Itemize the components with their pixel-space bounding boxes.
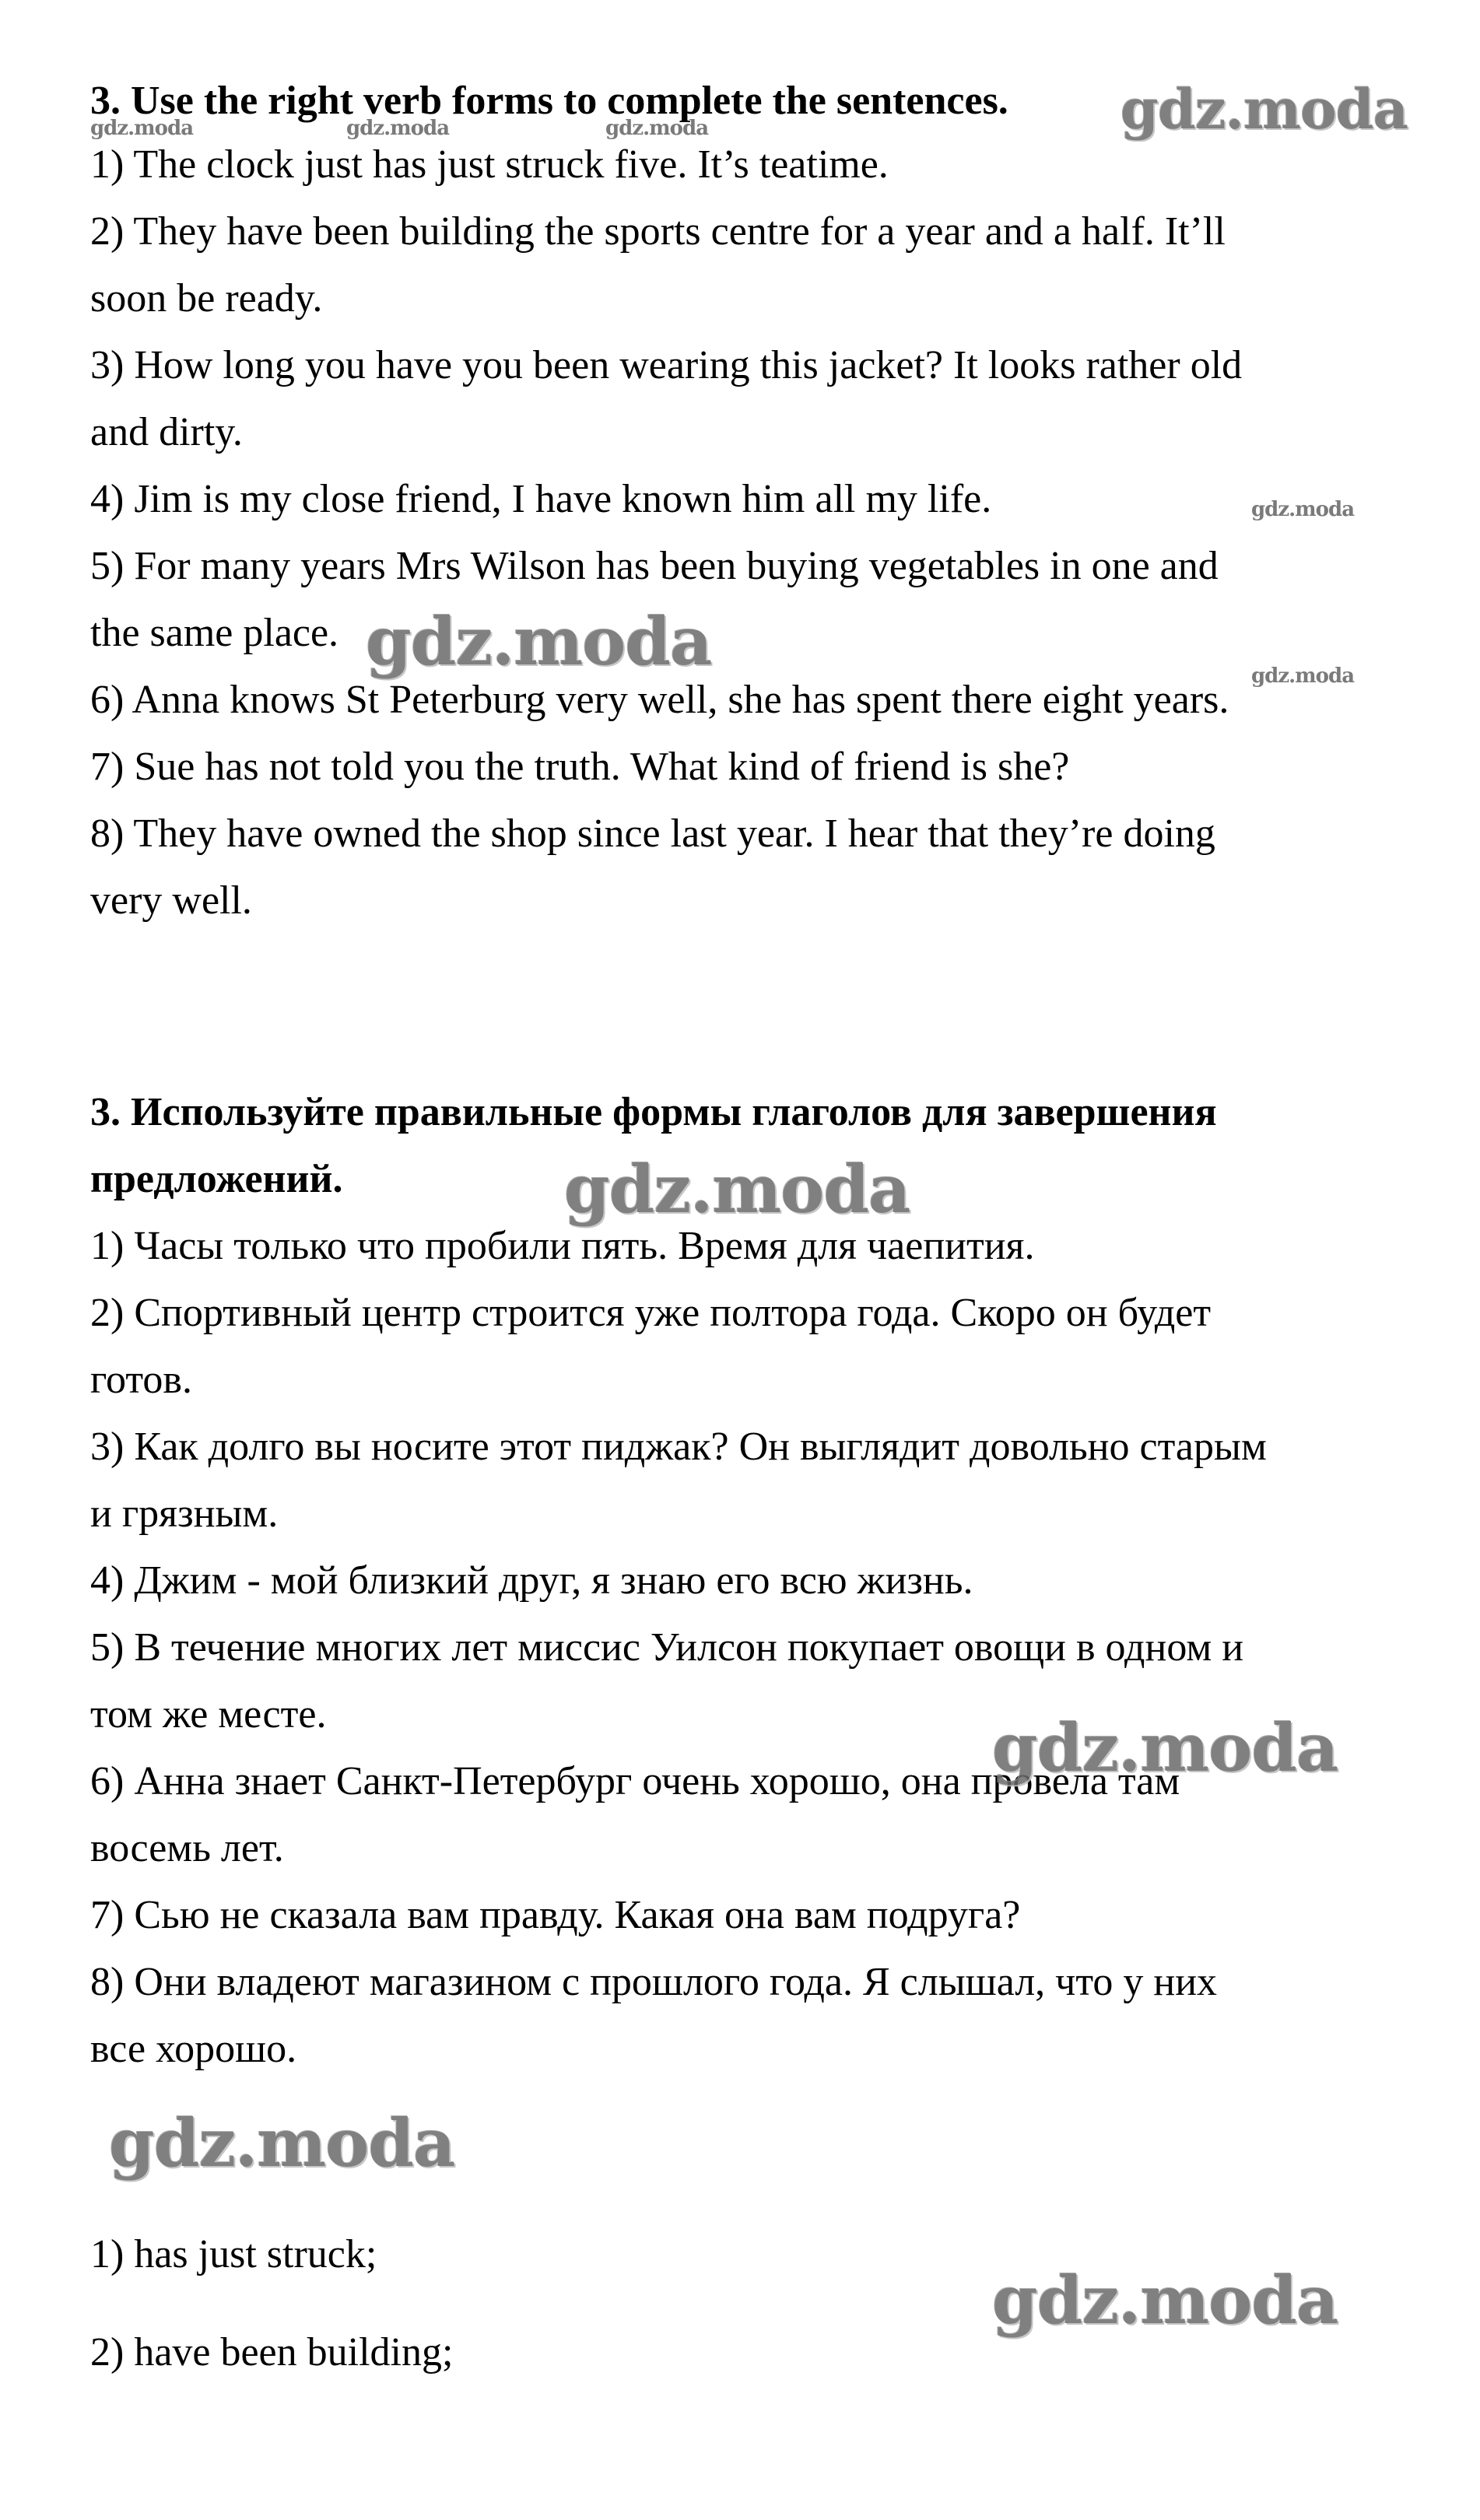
english-line: soon be ready.	[90, 276, 323, 321]
russian-line: готов.	[90, 1358, 192, 1402]
russian-line: 7) Сью не сказала вам правду. Какая она вам подруга?	[90, 1893, 1021, 1937]
russian-line: 2) Спортивный центр строится уже полтора года. Скоро он будет	[90, 1291, 1212, 1335]
watermark-logo-small: gdz.moda	[90, 117, 194, 140]
answer-line: 1) has just struck;	[90, 2232, 377, 2276]
watermark-logo: gdz.moda	[992, 2262, 1338, 2339]
english-line: 5) For many years Mrs Wilson has been buying vegetables in one and	[90, 544, 1219, 588]
russian-line: 4) Джим - мой близкий друг, я знаю его всю жизнь.	[90, 1558, 973, 1603]
watermark-logo: gdz.moda	[366, 603, 712, 680]
watermark-logo: gdz.moda	[564, 1151, 910, 1228]
english-line: 1) The clock just has just struck five. It’s teatime.	[90, 142, 889, 187]
english-line: 7) Sue has not told you the truth. What kind of friend is she?	[90, 745, 1070, 789]
english-line: and dirty.	[90, 410, 243, 454]
answer-line: 2) have been building;	[90, 2330, 454, 2375]
russian-line: 8) Они владеют магазином с прошлого года. Я слышал, что у них	[90, 1960, 1218, 2004]
watermark-logo: gdz.moda	[1121, 77, 1408, 142]
russian-heading-line-2: предложений.	[90, 1157, 343, 1201]
watermark-logo: gdz.moda	[992, 1709, 1338, 1786]
russian-line: восемь лет.	[90, 1826, 284, 1870]
russian-line: все хорошо.	[90, 2027, 297, 2071]
russian-line: 1) Часы только что пробили пять. Время для чаепития.	[90, 1224, 1035, 1268]
watermark-logo-small: gdz.moda	[605, 117, 709, 140]
russian-line: и грязным.	[90, 1491, 279, 1536]
watermark-logo: gdz.moda	[109, 2105, 455, 2182]
russian-heading-line-1: 3. Используйте правильные формы глаголов для завершения	[90, 1090, 1217, 1134]
russian-line: том же месте.	[90, 1692, 327, 1737]
russian-line: 5) В течение многих лет миссис Уилсон покупает овощи в одном и	[90, 1625, 1244, 1670]
watermark-logo-small: gdz.moda	[1251, 664, 1355, 688]
english-line: 8) They have owned the shop since last year. I hear that they’re doing	[90, 811, 1215, 856]
english-line: 3) How long you have you been wearing this jacket? It looks rather old	[90, 343, 1243, 387]
russian-line: 3) Как долго вы носите этот пиджак? Он выглядит довольно старым	[90, 1425, 1267, 1469]
english-heading: 3. Use the right verb forms to complete the sentences.	[90, 79, 1008, 123]
english-line: 4) Jim is my close friend, I have known him all my life.	[90, 477, 992, 521]
english-line: 6) Anna knows St Peterburg very well, she has spent there eight years.	[90, 678, 1229, 722]
english-line: the same place.	[90, 611, 339, 655]
watermark-logo-small: gdz.moda	[1251, 498, 1355, 521]
english-line: 2) They have been building the sports centre for a year and a half. It’ll	[90, 209, 1226, 254]
russian-line: 6) Анна знает Санкт-Петербург очень хорошо, она провела там	[90, 1759, 1180, 1803]
english-line: very well.	[90, 878, 252, 923]
watermark-logo-small: gdz.moda	[346, 117, 450, 140]
